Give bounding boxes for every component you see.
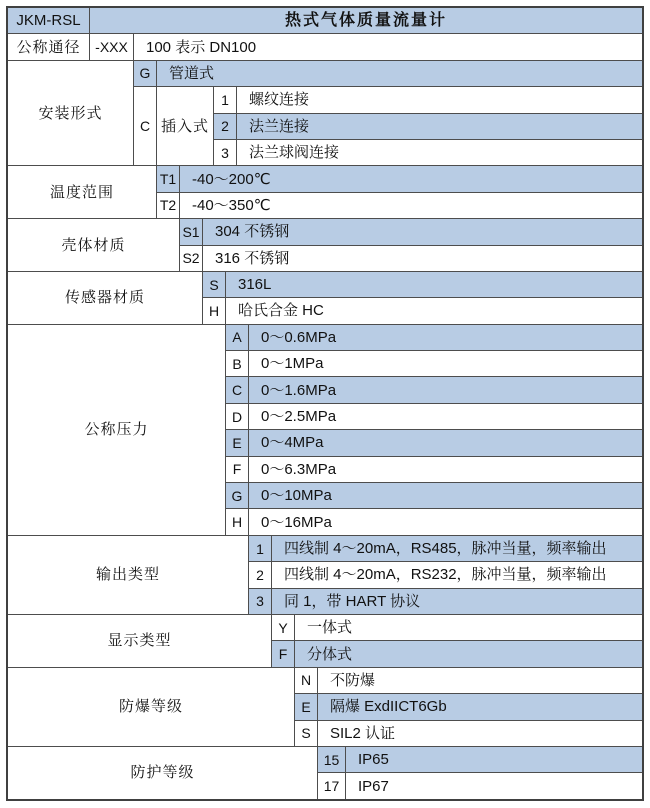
temperature-t1-desc: -40～200℃ [180,166,642,191]
dn-code: -XXX [90,34,133,59]
pressure-a-code: A [226,325,248,350]
install-insert-name: 插入式 [157,87,213,165]
housing-s1-desc: 304 不锈钢 [203,219,642,244]
output-1-desc: 四线制 4～20mA，RS485，脉冲当量，频率输出 [272,536,642,561]
pressure-b-code: B [226,351,248,376]
protection-label: 防护等级 [8,747,317,799]
protection-15-code: 15 [318,747,345,772]
display-f-code: F [272,641,294,666]
sensor-label: 传感器材质 [8,272,202,324]
install-label: 安装形式 [8,61,133,166]
pressure-e-desc: 0～4MPa [249,430,642,455]
output-label: 输出类型 [8,536,248,614]
install-insert-opt1-desc: 螺纹连接 [237,87,642,112]
pressure-a-desc: 0～0.6MPa [249,325,642,350]
install-insert-opt1-code: 1 [214,87,236,112]
pressure-d-desc: 0～2.5MPa [249,404,642,429]
install-insert-opt3-code: 3 [214,140,236,165]
explosion-e-desc: 隔爆 ExdIICT6Gb [318,694,642,719]
pressure-b-desc: 0～1MPa [249,351,642,376]
protection-17-desc: IP67 [346,773,642,798]
display-label: 显示类型 [8,615,271,667]
model-code: JKM-RSL [8,8,89,33]
explosion-label: 防爆等级 [8,668,294,746]
install-pipe-code: G [134,61,156,86]
explosion-s-code: S [295,721,317,746]
install-insert-opt2-code: 2 [214,114,236,139]
explosion-n-desc: 不防爆 [318,668,642,693]
sensor-s-code: S [203,272,225,297]
model-selection-table [6,6,644,801]
explosion-e-code: E [295,694,317,719]
display-y-code: Y [272,615,294,640]
pressure-label: 公称压力 [8,325,225,535]
output-2-desc: 四线制 4～20mA，RS232，脉冲当量，频率输出 [272,562,642,587]
install-pipe-desc: 管道式 [157,61,642,86]
housing-s1-code: S1 [180,219,202,244]
pressure-g-desc: 0～10MPa [249,483,642,508]
explosion-n-code: N [295,668,317,693]
install-insert-code: C [134,87,156,165]
housing-label: 壳体材质 [8,219,179,271]
dn-label: 公称通径 [8,34,89,59]
sensor-h-code: H [203,298,225,323]
product-title: 热式气体质量流量计 [90,8,642,33]
protection-15-desc: IP65 [346,747,642,772]
display-y-desc: 一体式 [295,615,642,640]
housing-s2-code: S2 [180,246,202,271]
housing-s2-desc: 316 不锈钢 [203,246,642,271]
output-3-desc: 同 1，带 HART 协议 [272,589,642,614]
temperature-label: 温度范围 [8,166,156,218]
pressure-f-desc: 0～6.3MPa [249,457,642,482]
output-2-code: 2 [249,562,271,587]
protection-17-code: 17 [318,773,345,798]
pressure-c-code: C [226,377,248,402]
pressure-h-desc: 0～16MPa [249,509,642,534]
install-insert-opt2-desc: 法兰连接 [237,114,642,139]
pressure-g-code: G [226,483,248,508]
output-1-code: 1 [249,536,271,561]
install-insert-opt3-desc: 法兰球阀连接 [237,140,642,165]
output-3-code: 3 [249,589,271,614]
sensor-s-desc: 316L [226,272,642,297]
temperature-t2-code: T2 [157,193,179,218]
pressure-c-desc: 0～1.6MPa [249,377,642,402]
pressure-d-code: D [226,404,248,429]
pressure-h-code: H [226,509,248,534]
pressure-f-code: F [226,457,248,482]
temperature-t1-code: T1 [157,166,179,191]
pressure-e-code: E [226,430,248,455]
explosion-s-desc: SIL2 认证 [318,721,642,746]
display-f-desc: 分体式 [295,641,642,666]
temperature-t2-desc: -40～350℃ [180,193,642,218]
sensor-h-desc: 哈氏合金 HC [226,298,642,323]
dn-desc: 100 表示 DN100 [134,34,642,59]
